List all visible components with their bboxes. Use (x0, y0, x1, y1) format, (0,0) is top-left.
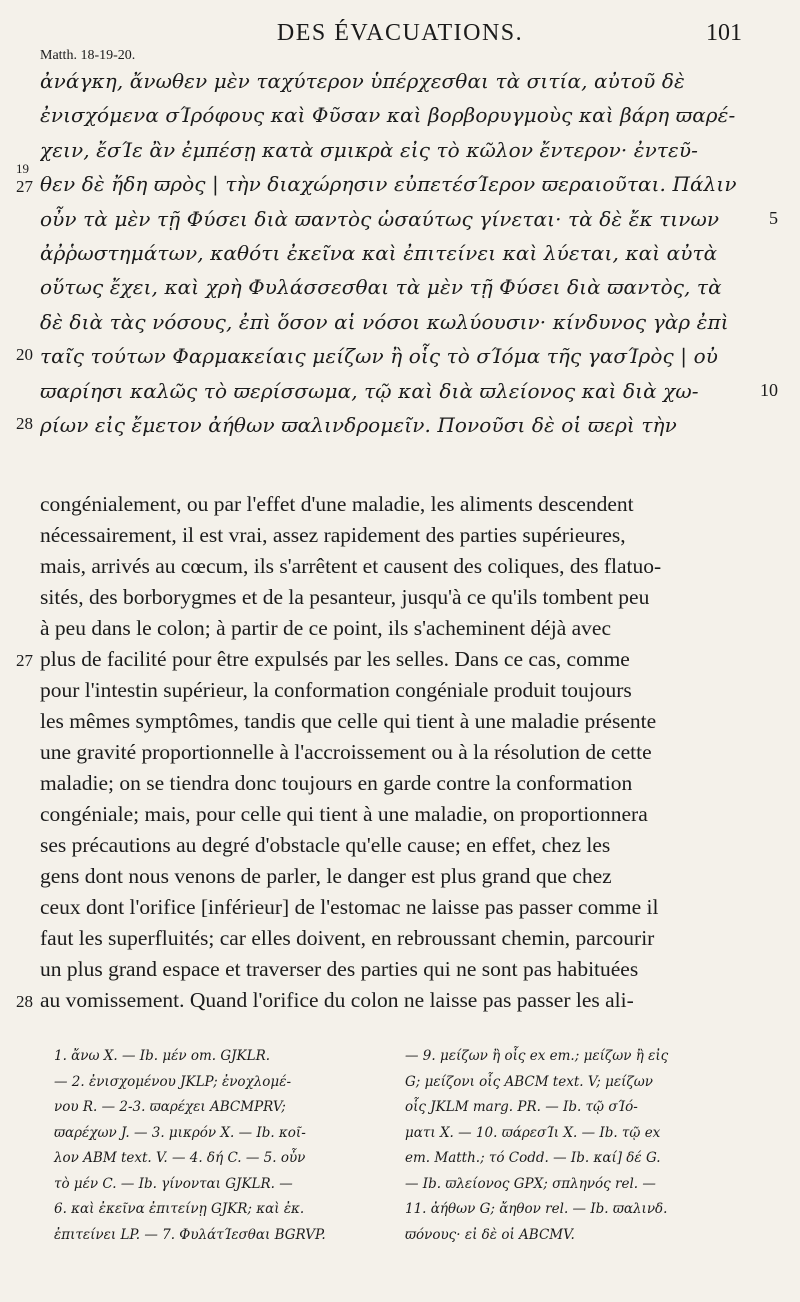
french-text-line: mais, arrivés au cœcum, ils s'arrêtent et causent des coliques, des flatuo- (40, 554, 662, 578)
french-text-line: ses précautions au degré d'obstacle qu'elle cause; en effet, chez les (40, 833, 611, 857)
french-text-line: à peu dans le colon; à partir de ce point, ils s'acheminent déjà avec (40, 616, 612, 640)
footnote-line: οἷς JKLM marg. PR. — Ib. τῷ σΊό- (405, 1099, 638, 1115)
greek-text-line: οὖν τὰ μὲν τῇ Φύσει διὰ ϖαντὸς ὡσαύτως γίνεται· τὰ δὲ ἔκ τινων (40, 206, 720, 231)
footnote-line: ἐπιτείνει LP. — 7. ΦυλάτΊεσθαι BGRVP. (54, 1226, 326, 1243)
greek-text-line: ταῖς τούτων Φαρμακείαις μείζων ἢ οἷς τὸ σΊόμα τῆς γασΊρὸς | οὐ (40, 344, 718, 369)
french-text-line: gens dont nous venons de parler, le danger est plus grand que chez (40, 864, 612, 888)
footnote-line: λον ABM text. V. — 4. δή C. — 5. οὖν (54, 1150, 306, 1166)
footnote-line: τὸ μέν C. — Ib. γίνονται GJKLR. — (54, 1175, 293, 1192)
french-text-line: plus de facilité pour être expulsés par les selles. Dans ce cas, comme (40, 647, 630, 671)
french-text-line: congéniale; mais, pour celle qui tient à une maladie, on proportionnera (40, 802, 648, 826)
french-text-line: maladie; on se tiendra donc toujours en garde contre la conformation (40, 771, 633, 795)
french-text-line: faut les superfluités; car elles doivent, en rebroussant chemin, parcourir (40, 926, 655, 950)
greek-text-line: ρίων εἰς ἔμετον ἀήθων ϖαλινδρομεῖν. Πονοῦσι δὲ οἱ ϖερὶ τὴν (40, 413, 677, 437)
footnotes-left-column (54, 1044, 399, 1248)
page-number: 101 (706, 20, 742, 46)
french-text-line: nécessairement, il est vrai, assez rapidement des parties supérieures, (40, 523, 626, 547)
footnote-line: em. Matth.; τό Codd. — Ib. καί] δέ G. (405, 1150, 661, 1166)
margin-line-number: 28 (16, 414, 33, 433)
french-text-line: ceux dont l'orifice [inférieur] de l'estomac ne laisse pas passer comme il (40, 895, 659, 919)
greek-text-line: ἐνισχόμενα σΊρόφους καὶ Φῦσαν καὶ βορβορυγμοὺς καὶ βάρη ϖαρέ- (40, 103, 736, 128)
footnote-line: 6. καὶ ἐκεῖνα ἐπιτείνῃ GJKR; καὶ ἐκ. (54, 1201, 305, 1217)
french-text-line: pour l'intestin supérieur, la conformation congéniale produit toujours (40, 678, 632, 702)
french-text-line: sités, des borborygmes et de la pesanteur, jusqu'à ce qu'ils tombent peu (40, 585, 650, 609)
margin-line-number: 28 (16, 992, 33, 1011)
greek-text-line: οὕτως ἔχει, καὶ χρὴ Φυλάσσεσθαι τὰ μὲν τῇ Φύσει διὰ ϖαντὸς, τὰ (40, 275, 722, 300)
greek-text-line: ἀνάγκη, ἄνωθεν μὲν ταχύτερον ὑπέρχεσθαι τὰ σιτία, αὐτοῦ δὲ (40, 69, 685, 93)
french-text-line: au vomissement. Quand l'orifice du colon ne laisse pas passer les ali- (40, 988, 634, 1012)
french-text-line: un plus grand espace et traverser des parties qui ne sont pas habituées (40, 957, 639, 981)
margin-line-number: 27 (16, 651, 33, 670)
greek-text-line: ἀῤῥωστημάτων, καθότι ἐκεῖνα καὶ ἐπιτείνει καὶ λύεται, καὶ αὐτὰ (40, 241, 718, 265)
greek-text-line: ϖαρίησι καλῶς τὸ ϖερίσσωμα, τῷ καὶ διὰ ϖλείονος καὶ διὰ χω- (40, 378, 699, 403)
margin-line-number: 19 (16, 161, 29, 177)
footnote-line: — Ib. ϖλείονος GPX; σπληνός rel. — (405, 1175, 656, 1192)
footnote-line: ϖόνους· εἰ δὲ οἱ ABCMV. (405, 1226, 575, 1243)
margin-line-number: 20 (16, 345, 33, 365)
footnote-line: — 2. ἐνισχομένου JKLP; ἐνοχλομέ- (54, 1073, 292, 1090)
french-text-line: une gravité proportionnelle à l'accroissement ou à la résolution de cette (40, 740, 652, 764)
page-header (0, 18, 800, 48)
margin-line-number: 27 (16, 177, 33, 197)
source-reference: Matth. 18-19-20. (40, 48, 136, 63)
footnote-line: G; μείζονι οἷς ABCM text. V; μείζων (405, 1073, 653, 1090)
footnote-line: — 9. μείζων ἢ οἷς ex em.; μείζων ἢ εἰς (405, 1048, 669, 1064)
running-title: DES ÉVACUATIONS. (276, 20, 524, 46)
french-text-line: les mêmes symptômes, tandis que celle qui tient à une maladie présente (40, 709, 657, 733)
greek-text-line: θεν δὲ ἤδη ϖρὸς | τὴν διαχώρησιν εὐπετέσΊερον ϖεραιοῦται. Πάλιν (40, 172, 737, 197)
footnote-line: 1. ἄνω X. — Ib. μέν om. GJKLR. (54, 1048, 271, 1064)
french-text-line: congénialement, ou par l'effet d'une maladie, les aliments descendent (40, 492, 634, 516)
margin-line-number: 10 (760, 379, 778, 400)
greek-text-line: δὲ διὰ τὰς νόσους, ἐπὶ ὅσον αἱ νόσοι κωλύουσιν· κίνδυνος γὰρ ἐπὶ (40, 309, 729, 334)
footnote-line: 11. ἀήθων G; ἄηθον rel. — Ib. ϖαλινδ. (405, 1201, 668, 1217)
footnotes-right-column (405, 1044, 750, 1248)
footnote-line: νου R. — 2-3. ϖαρέχει ABCMPRV; (54, 1099, 286, 1115)
greek-text-line: χειν, ἔσΊε ἂν ἐμπέσῃ κατὰ σμικρὰ εἰς τὸ κῶλον ἔντερον· ἐντεῦ- (40, 137, 698, 162)
margin-line-number: 5 (769, 207, 778, 228)
footnote-line: ματι X. — 10. ϖάρεσΊι X. — Ib. τῷ ex (405, 1124, 661, 1141)
footnote-line: ϖαρέχων J. — 3. μικρόν X. — Ib. κοῖ- (54, 1124, 306, 1141)
